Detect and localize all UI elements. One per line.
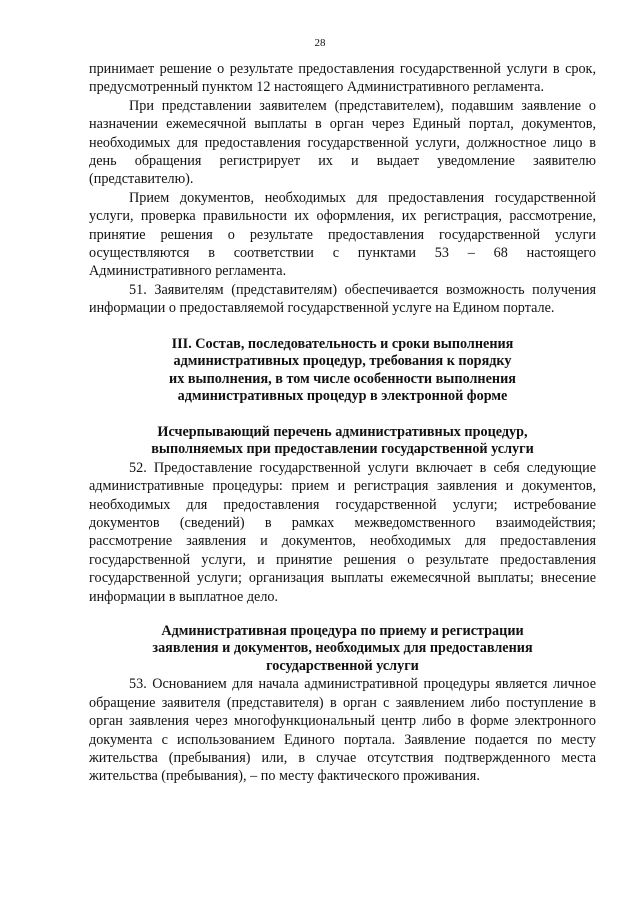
subheading-procedures-list <box>89 424 596 459</box>
subheading-reception-procedure <box>89 623 596 676</box>
subheading-line: Исчерпывающий перечень административных процедур, <box>157 423 528 440</box>
subheading-line: выполняемых при предоставлении государственной услуги <box>151 441 534 458</box>
paragraph-document-acceptance: Прием документов, необходимых для предоставления государственной услуги, проверка правильности их оформления, их регистрация, рассмотрение, принятие решения о результате предоставления государственной услуги осуществляются в соответствии с пунктами 53 – 68 настоящего Административного регламента. <box>89 189 596 280</box>
subheading-line: Административная процедура по приему и регистрации <box>161 622 524 639</box>
paragraph-51: 51. Заявителям (представителям) обеспечивается возможность получения информации о предоставляемой государственной услуге на Едином портале. <box>89 281 596 317</box>
paragraph-portal-submission: При представлении заявителем (представителем), подавшим заявление о назначении ежемесячной выплаты в орган через Единый портал, документов, необходимых для предоставления государственной услуги, должностное лицо в день обращения регистрирует их и выдает уведомление заявителю (представителю). <box>89 97 596 188</box>
section-heading-line: их выполнения, в том числе особенности выполнения <box>169 370 516 387</box>
paragraph-continuation: принимает решение о результате предоставления государственной услуги в срок, предусмотренный пунктом 12 настоящего Административного регламента. <box>89 61 596 96</box>
subheading-line: государственной услуги <box>266 657 419 674</box>
section-heading-line: административных процедур, требования к порядку <box>173 353 512 370</box>
section-heading <box>89 336 596 406</box>
section-heading-line: III. Состав, последовательность и сроки выполнения <box>171 335 514 352</box>
section-heading-line: административных процедур в электронной форме <box>177 388 508 405</box>
paragraph-53: 53. Основанием для начала административной процедуры является личное обращение заявителя (представителя) в орган с заявлением либо поступление в орган заявления через многофункциональный центр либо в форме электронного документа с использованием Единого портала. Заявление подается по месту жительства (пребывания) или, в случае отсутствия подтвержденного места жительства (пребывания), – по месту фактического проживания. <box>89 676 596 785</box>
document-body <box>89 60 596 786</box>
subheading-line: заявления и документов, необходимых для предоставления <box>152 640 533 657</box>
paragraph-52: 52. Предоставление государственной услуги включает в себя следующие административные процедуры: прием и регистрация заявления и документов, необходимых для предоставления государственной услуги; истребование документов (сведений) в рамках межведомственного взаимодействия; рассмотрение заявления и документов, необходимых для предоставления государственной услуги, и принятие решения о результате предоставления государственной услуги; организация выплаты ежемесячной выплаты; внесение информации в выплатное дело. <box>89 459 596 605</box>
page-number: 28 <box>314 37 326 49</box>
